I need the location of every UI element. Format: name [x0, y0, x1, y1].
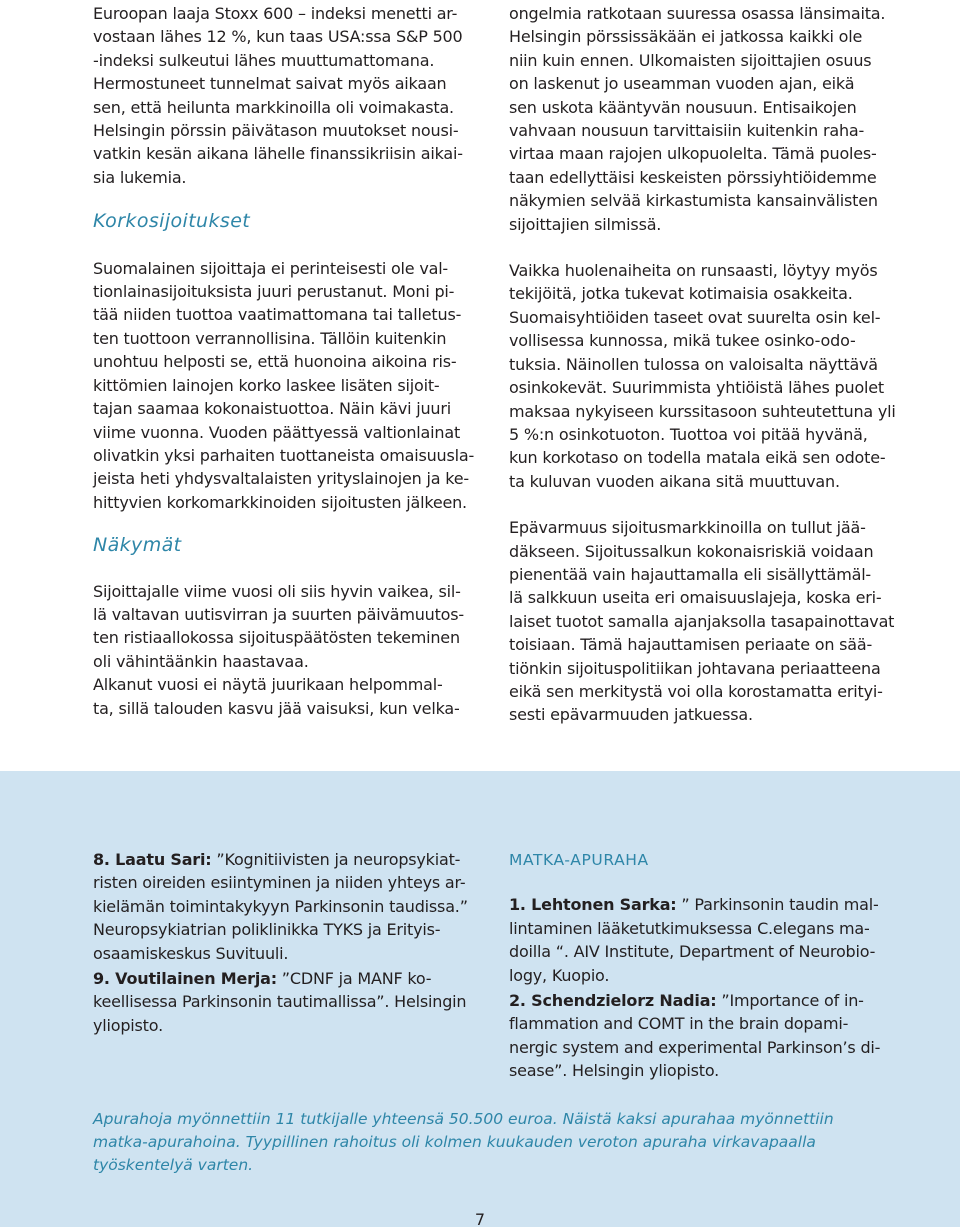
section-heading-nakymat: Näkymät: [93, 534, 182, 557]
right-column: [509, 2, 896, 727]
paragraph-outlook: [93, 580, 464, 720]
text-line: eikä sen merkitystä voi olla korostamatta erityi-: [509, 681, 883, 701]
text-line: lä valtavan uutisvirran ja suurten päivämuutos-: [93, 604, 464, 624]
paragraph-market-volatility: [93, 2, 463, 189]
text-line: matka-apurahoina. Tyypillinen rahoitus oli kolmen kuukauden veroton apuraha virkavapaalla: [93, 1133, 816, 1151]
text-line: kittömien lainojen korko laskee lisäten sijoit-: [93, 375, 440, 395]
text-line: 5 %:n osinkotuoton. Tuottoa voi pitää hyvänä,: [509, 424, 868, 444]
paragraph-diversification: [509, 516, 895, 727]
text-line: lintaminen lääketutkimuksessa C.elegans ma-: [509, 918, 870, 938]
grant-item-9: [93, 967, 467, 1037]
text-line: vatkin kesän aikana lähelle finanssikriisin aikai-: [93, 144, 463, 164]
text-line: on laskenut jo useamman vuoden ajan, eikä: [509, 74, 855, 94]
text-line: vollisessa kunnossa, mikä tukee osinko-odo-: [509, 331, 856, 351]
paragraph-dividends: [509, 259, 896, 493]
text-line: virtaa maan rajojen ulkopuolelta. Tämä puoles-: [509, 144, 877, 164]
text-line: Hermostuneet tunnelmat saivat myös aikaan: [93, 74, 447, 94]
grant-title-text: ” Parkinsonin taudin mal-: [676, 895, 879, 915]
text-line: unohtuu helposti se, että huonoina aikoina ris-: [93, 352, 457, 372]
text-line: vostaan lähes 12 %, kun taas USA:ssa S&P 500: [93, 27, 463, 47]
text-line: maksaa nykyiseen kurssitasoon suhteutettuna yli: [509, 401, 896, 421]
text-line: oli vähintäänkin haastavaa.: [93, 651, 309, 671]
text-line: Helsingin pörssin päivätason muutokset nousi-: [93, 121, 459, 141]
text-line: sen uskota kääntyvän nousuun. Entisaikojen: [509, 97, 857, 117]
text-line: Apurahoja myönnettiin 11 tutkijalle yhteensä 50.500 euroa. Näistä kaksi apurahaa myönnettiin: [93, 1110, 834, 1128]
grant-title-text: ”CDNF ja MANF ko-: [276, 969, 432, 989]
text-line: Vaikka huolenaiheita on runsaasti, löytyy myös: [509, 261, 878, 281]
text-line: däkseen. Sijoitussalkun kokonaisriskiä voidaan: [509, 541, 874, 561]
page-number: 7: [474, 1210, 486, 1229]
text-line: keellisessa Parkinsonin tautimallissa”. Helsingin: [93, 992, 467, 1012]
text-line: ten tuottoon verrannollisina. Tällöin kuitenkin: [93, 328, 447, 348]
text-line: risten oireiden esiintyminen ja niiden yhteys ar-: [93, 873, 466, 893]
text-line: tää niiden tuottoa vaatimattomana tai talletus-: [93, 305, 462, 325]
text-line: Suomalainen sijoittaja ei perinteisesti ole val-: [93, 258, 449, 278]
text-line: doilla “. AIV Institute, Department of Neurobio-: [509, 942, 876, 962]
text-line: tajan saamaa kokonaistuottoa. Näin kävi juuri: [93, 399, 451, 419]
text-line: Alkanut vuosi ei näytä juurikaan helpommal-: [93, 675, 443, 695]
text-line: Helsingin pörssissäkään ei jatkossa kaikki ole: [509, 27, 863, 47]
text-line: [93, 848, 461, 871]
text-line: yliopisto.: [93, 1015, 163, 1035]
text-line: Sijoittajalle viime vuosi oli siis hyvin vaikea, sil-: [93, 581, 461, 601]
text-line: toisiaan. Tämä hajauttamisen periaate on sää-: [509, 635, 873, 655]
section-heading-korkosijoitukset: Korkosijoitukset: [93, 210, 251, 233]
paragraph-bond-investments: [93, 257, 475, 514]
text-line: ta kuluvan vuoden aikana sitä muuttuvan.: [509, 471, 840, 491]
text-line: sen, että heilunta markkinoilla oli voimakasta.: [93, 97, 454, 117]
text-line: pienentää vain hajauttamalla eli sisällyttämäl-: [509, 564, 872, 584]
text-line: flammation and COMT in the brain dopami-: [509, 1014, 849, 1034]
text-line: nergic system and experimental Parkinson’s di-: [509, 1037, 881, 1057]
travel-grant-item-1: [509, 893, 879, 987]
text-line: hittyvien korkomarkkinoiden sijoitusten jälkeen.: [93, 492, 467, 512]
text-line: tiönkin sijoituspolitiikan johtavana periaatteena: [509, 658, 881, 678]
text-line: Epävarmuus sijoitusmarkkinoilla on tullut jää-: [509, 518, 866, 538]
text-line: sesti epävarmuuden jatkuessa.: [509, 705, 753, 725]
travel-grant-item-2: [509, 989, 881, 1083]
grants-list-left: [93, 848, 468, 1037]
text-line: Euroopan laaja Stoxx 600 – indeksi menetti ar-: [93, 4, 458, 23]
text-line: sijoittajien silmissä.: [509, 214, 662, 234]
grants-summary-note: [93, 1108, 913, 1177]
text-line: tuksia. Näinollen tulossa on valoisalta näyttävä: [509, 354, 878, 374]
grant-recipient: 9. Voutilainen Merja:: [93, 969, 277, 989]
grant-title-text: ”Kognitiivisten ja neuropsykiat-: [211, 850, 461, 869]
text-line: [509, 893, 879, 916]
text-line: viime vuonna. Vuoden päättyessä valtionlainat: [93, 422, 461, 442]
grant-recipient: 1. Lehtonen Sarka:: [509, 895, 677, 915]
text-line: -indeksi sulkeutui lähes muuttumattomana.: [93, 50, 435, 70]
text-line: tionlainasijoituksista juuri perustanut. Moni pi-: [93, 282, 455, 302]
text-line: Suomaisyhtiöiden taseet ovat suurelta osin kel-: [509, 307, 881, 327]
grant-item-8: [93, 848, 468, 965]
text-line: taan edellyttäisi keskeisten pörssiyhtiöidemme: [509, 167, 877, 187]
text-line: työskentelyä varten.: [93, 1156, 254, 1174]
text-line: Neuropsykiatrian poliklinikka TYKS ja Erityis-: [93, 920, 441, 940]
text-line: laiset tuotot samalla ajanjaksolla tasapainottavat: [509, 611, 895, 631]
text-line: logy, Kuopio.: [509, 965, 610, 985]
matka-apuraha-heading: MATKA-APURAHA: [509, 851, 649, 869]
text-line: kielämän toimintakykyyn Parkinsonin taudissa.”: [93, 896, 468, 916]
grant-recipient: 8. Laatu Sari:: [93, 850, 212, 869]
grants-list-right: [509, 849, 881, 1083]
text-line: [509, 989, 869, 1012]
paragraph-foreign-investors: [509, 2, 886, 236]
left-column: [93, 2, 475, 720]
text-line: niin kuin ennen. Ulkomaisten sijoittajien osuus: [509, 50, 872, 70]
text-line: tekijöitä, jotka tukevat kotimaisia osakkeita.: [509, 284, 853, 304]
text-line: [93, 967, 453, 990]
text-line: ten ristiaallokossa sijoituspäätösten tekeminen: [93, 628, 460, 648]
grant-recipient: 2. Schendzielorz Nadia:: [509, 991, 717, 1011]
text-line: ongelmia ratkotaan suuressa osassa länsimaita.: [509, 4, 886, 23]
grant-title-text: ”Importance of in-: [716, 991, 864, 1011]
text-line: sease”. Helsingin yliopisto.: [509, 1061, 720, 1081]
text-line: lä salkkuun useita eri omaisuuslajeja, koska eri-: [509, 588, 882, 608]
text-line: vahvaan nousuun tarvittaisiin kuitenkin raha-: [509, 121, 865, 141]
text-line: kun korkotaso on todella matala eikä sen odote-: [509, 448, 886, 468]
text-line: osinkokevät. Suurimmista yhtiöistä lähes puolet: [509, 378, 884, 398]
text-line: olivatkin yksi parhaiten tuottaneista omaisuusla-: [93, 445, 475, 465]
text-line: näkymien selvää kirkastumista kansainvälisten: [509, 191, 878, 211]
text-line: jeista heti yhdysvaltalaisten yrityslainojen ja ke-: [93, 469, 469, 489]
text-line: osaamiskeskus Suvituuli.: [93, 943, 289, 963]
text-line: sia lukemia.: [93, 167, 187, 187]
text-line: ta, sillä talouden kasvu jää vaisuksi, kun velka-: [93, 698, 460, 718]
